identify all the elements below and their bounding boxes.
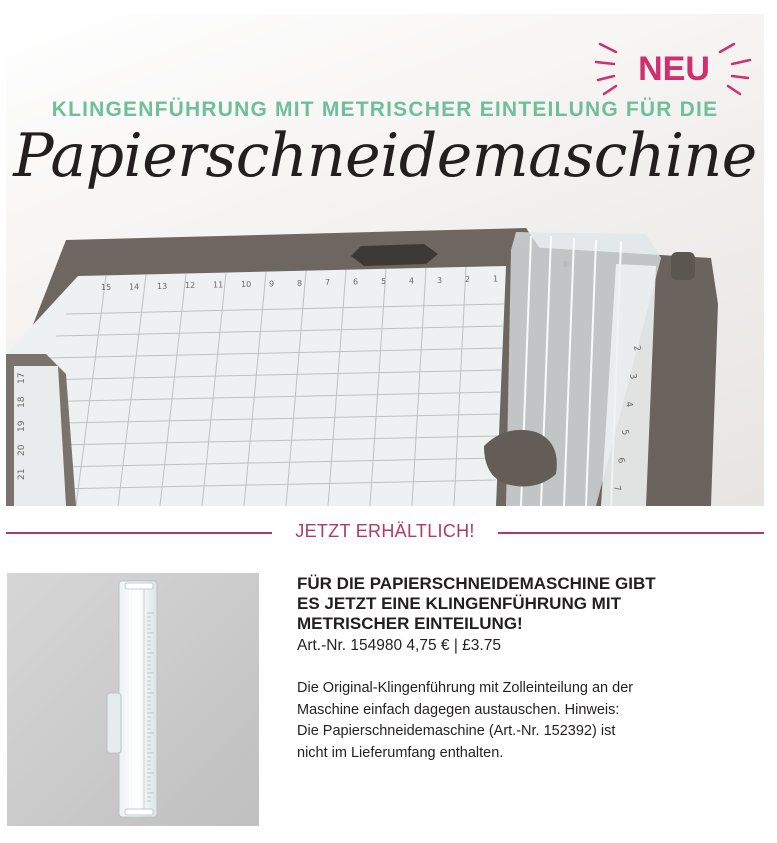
ruler-number: 17	[17, 372, 27, 384]
ruler-number: 12	[185, 281, 196, 291]
ruler-number: 4	[409, 276, 415, 286]
ruler-number: 7	[611, 484, 622, 493]
ruler-number: 15	[101, 283, 112, 292]
product-image	[7, 573, 259, 826]
ruler-number: 8	[297, 278, 303, 288]
description-line: nicht im Lieferumfang enthalten.	[297, 744, 504, 761]
ruler-number: 1	[493, 274, 499, 284]
ruler-number: 6	[615, 456, 626, 465]
ruler-number: 18	[17, 396, 27, 408]
blade-guide-body	[119, 581, 157, 817]
ruler-number: 19	[17, 420, 27, 432]
availability-banner	[6, 519, 764, 547]
product-price: Art.-Nr. 154980 4,75 € | £3.75	[297, 637, 501, 654]
trimmer-knob	[671, 252, 695, 280]
ruler-number: 13	[157, 281, 168, 291]
product-heading-line: FÜR DIE PAPIERSCHNEIDEMASCHINE GIBT	[297, 574, 656, 593]
ruler-number: 9	[269, 279, 275, 289]
ruler-number: 4	[623, 400, 634, 409]
arm-ruler	[14, 366, 66, 506]
product-heading-line: METRISCHER EINTEILUNG!	[297, 614, 523, 633]
divider-right	[498, 532, 764, 534]
blade-guide-illustration	[7, 573, 259, 826]
badge-text: NEU	[638, 50, 710, 88]
ruler-number: 2	[465, 275, 471, 285]
ruler-number: 2	[631, 344, 642, 353]
product-info	[297, 574, 717, 764]
product-description	[297, 678, 687, 764]
ruler-number: 6	[353, 277, 359, 287]
description-line: Die Papierschneidemaschine (Art.-Nr. 152392) ist	[297, 723, 616, 739]
neu-badge	[594, 34, 754, 106]
banner-title: JETZT ERHÄLTLICH!	[295, 521, 475, 541]
ruler-number: 5	[381, 277, 387, 286]
ruler-number: 21	[17, 468, 27, 480]
hero-title: Papierschneidemaschine	[13, 121, 757, 191]
hero-banner	[6, 14, 764, 506]
ruler-number: 10	[241, 280, 252, 289]
ruler-number: 7	[325, 278, 331, 288]
blade-guide-tab	[107, 693, 121, 753]
description-line: Maschine einfach dagegen austauschen. Hinweis:	[297, 701, 620, 718]
ruler-number: 14	[129, 282, 140, 292]
ruler-number: 11	[213, 280, 224, 290]
ruler-number: 5	[619, 428, 630, 437]
description-line: Die Original-Klingenführung mit Zolleinteilung an der	[297, 680, 634, 696]
hero-subtitle: KLINGENFÜHRUNG MIT METRISCHER EINTEILUNG FÜR DIE	[51, 98, 719, 121]
product-heading	[297, 574, 717, 634]
ruler-number: 20	[17, 444, 27, 456]
product-heading-line: ES JETZT EINE KLINGENFÜHRUNG MIT	[297, 594, 621, 613]
trimmer-slot	[351, 244, 438, 266]
ruler-number: 3	[627, 372, 638, 381]
ruler-number: 3	[437, 275, 443, 285]
